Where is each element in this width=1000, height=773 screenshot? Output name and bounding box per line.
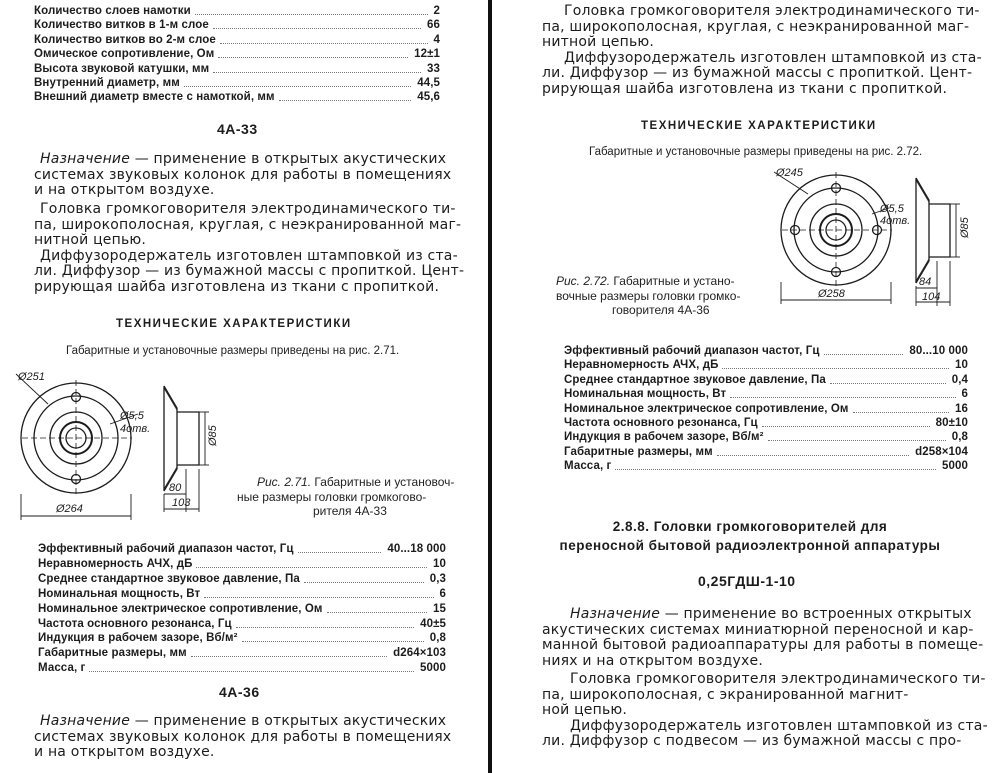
spec-row	[0, 573, 470, 586]
model-title-4a33: 4А-33	[217, 121, 258, 137]
purpose-paragraph	[542, 606, 984, 669]
purpose-line: — применение во встроенных открытых	[660, 606, 972, 622]
spec-row	[492, 374, 992, 387]
caption-line: говорителя 4А-36	[612, 303, 710, 317]
spec-row	[0, 632, 470, 645]
spec-leader-dots	[279, 91, 411, 101]
desc-line: Диффузородержатель изготовлен штамповкой из ста-	[40, 247, 458, 264]
depth-outer-label: 104	[922, 291, 941, 303]
desc-line: Головка громкоговорителя электродинамического ти-	[570, 671, 986, 687]
dimensions-note: Габаритные и установочные размеры приведены на рис. 2.71.	[66, 345, 400, 357]
purpose-line: — применение в открытых акустических	[130, 151, 447, 167]
spec-row	[492, 417, 992, 430]
spec-row	[0, 647, 470, 660]
desc-line: ной цепью.	[542, 702, 628, 719]
spec-row	[0, 63, 470, 76]
intro-line: рирующая шайба изготовлена из ткани с пропиткой.	[542, 80, 948, 97]
outer-diameter-label: Ø251	[18, 371, 45, 383]
figure-2-71-drawing	[14, 366, 234, 526]
spec-label: Омическое сопротивление, Ом	[34, 48, 215, 61]
section-heading-line: переносной бытовой радиоэлектронной аппаратуры	[559, 538, 941, 553]
spec-value: 80±10	[935, 417, 968, 429]
section-heading	[540, 517, 960, 555]
spec-label: Габаритные размеры, мм	[38, 647, 187, 660]
spec-label: Индукция в рабочем зазоре, Вб/м²	[38, 632, 238, 645]
spec-row	[0, 662, 470, 675]
spec-label: Габаритные размеры, мм	[564, 445, 713, 458]
spec-leader-dots	[853, 403, 949, 413]
depth-inner-label: 80	[169, 482, 182, 494]
description-paragraph	[542, 671, 988, 750]
spec-label: Номинальная мощность, Вт	[564, 388, 727, 401]
spec-label: Среднее стандартное звуковое давление, Па	[38, 572, 300, 585]
spec-value: 16	[955, 402, 968, 415]
caption-prefix: Рис. 2.71.	[257, 475, 312, 489]
spec-label: Неравномерность АЧХ, дБ	[38, 557, 193, 570]
spec-row	[0, 588, 470, 601]
desc-line: па, широкополосная, с экранированной магнит-	[542, 686, 909, 703]
spec-leader-dots	[236, 618, 414, 628]
purpose-line: — применение в открытых акустических	[130, 713, 447, 729]
spec-value: 2	[433, 5, 440, 17]
intro-line: нитной цепью.	[542, 34, 655, 51]
tech-heading: ТЕХНИЧЕСКИЕ ХАРАКТЕРИСТИКИ	[116, 318, 352, 330]
hole-diameter-label: Ø5,5	[120, 410, 144, 422]
intro-line: па, широкополосная, круглая, с неэкранированной маг-	[542, 18, 970, 35]
spec-label: Номинальная мощность, Вт	[38, 587, 201, 600]
side-frame-outline	[164, 386, 177, 491]
spec-value: 12±1	[414, 48, 440, 61]
spec-value: 80...10 000	[909, 345, 968, 357]
spec-row	[0, 77, 470, 90]
spec-value: 5000	[420, 662, 446, 675]
spec-label: Количество слоев намотки	[34, 5, 191, 17]
spec-row	[0, 543, 470, 556]
model-title-0-25gdsh: 0,25ГДШ-1-10	[698, 573, 796, 589]
desc-line: ли. Диффузор — из бумажной массы с пропиткой. Цент-	[34, 263, 465, 280]
figure-2-72-drawing	[754, 164, 974, 324]
description-paragraph	[34, 201, 465, 296]
spec-label: Неравномерность АЧХ, дБ	[564, 359, 719, 372]
tech-heading: ТЕХНИЧЕСКИЕ ХАРАКТЕРИСТИКИ	[641, 120, 877, 132]
spec-value: 15	[433, 602, 446, 615]
caption-line: вочные размеры головки громко-	[556, 288, 741, 303]
purpose-label: Назначение	[40, 713, 131, 729]
spec-value: 40±5	[420, 617, 446, 630]
spec-value: 44,5	[417, 77, 440, 89]
spec-leader-dots	[830, 374, 946, 384]
spec-value: 0,3	[429, 572, 446, 585]
spec-label: Высота звуковой катушки, мм	[34, 62, 210, 75]
desc-line: рирующая шайба изготовлена из ткани с пропиткой.	[34, 278, 440, 295]
spec-leader-dots	[204, 588, 434, 598]
spec-value: 6	[439, 587, 446, 600]
intro-line: Диффузородержатель изготовлен штамповкой из ста-	[564, 49, 982, 66]
intro-paragraph	[542, 3, 982, 98]
right-page	[492, 0, 1000, 773]
spec-row	[0, 558, 470, 571]
caption-line: рителя 4А-33	[313, 504, 387, 518]
spec-label: Эффективный рабочий диапазон частот, Гц	[38, 543, 294, 555]
spec-leader-dots	[242, 632, 424, 642]
left-page	[0, 0, 488, 773]
purpose-paragraph-4a36	[34, 713, 452, 761]
figure-2-72-caption	[556, 274, 740, 318]
spec-leader-dots	[213, 63, 421, 73]
purpose-line: и на открытом воздухе.	[34, 744, 215, 761]
spec-leader-dots	[220, 34, 428, 44]
spec-leader-dots	[762, 417, 930, 427]
outer-diameter-label: Ø245	[776, 167, 803, 179]
spec-row	[0, 48, 470, 61]
spec-leader-dots	[327, 603, 427, 613]
spec-label: Номинальное электрическое сопротивление, Ом	[564, 402, 849, 415]
spec-row	[492, 345, 992, 358]
dimensions-note: Габаритные и установочные размеры приведены на рис. 2.72.	[589, 146, 923, 158]
spec-value: 10	[433, 557, 446, 570]
depth-outer-label: 103	[172, 497, 191, 509]
spec-value: 10	[955, 359, 968, 372]
spec-value: 45,6	[417, 91, 440, 104]
purpose-line: ниях и на открытом воздухе.	[542, 652, 763, 669]
caption-prefix: Рис. 2.72.	[556, 274, 611, 288]
magnet-diameter-label: Ø85	[959, 217, 971, 238]
spec-label: Частота основного резонанса, Гц	[564, 417, 758, 429]
spec-row	[492, 431, 992, 444]
spec-value: 0,8	[951, 431, 968, 444]
spec-value: 40...18 000	[387, 543, 446, 555]
spec-value: 4	[433, 33, 440, 46]
spec-leader-dots	[615, 460, 936, 470]
spec-label: Частота основного резонанса, Гц	[38, 617, 232, 630]
spec-row	[492, 403, 992, 416]
side-magnet-outline	[929, 204, 950, 257]
spec-label: Эффективный рабочий диапазон частот, Гц	[564, 345, 820, 357]
spec-row	[0, 34, 470, 47]
spec-value: d264×103	[393, 647, 446, 660]
spec-value: d258×104	[915, 445, 968, 458]
spec-value: 5000	[942, 460, 968, 473]
desc-line: Диффузородержатель изготовлен штамповкой из ста-	[570, 717, 988, 734]
purpose-paragraph	[34, 151, 452, 199]
magnet-diameter-label: Ø85	[207, 425, 219, 446]
spec-label: Внутренний диаметр, мм	[34, 77, 180, 89]
spec-label: Масса, г	[564, 460, 612, 473]
spec-value: 6	[961, 388, 968, 401]
figure-2-71-caption	[237, 475, 455, 519]
desc-line: ли. Диффузор с подвесом — из бумажной массы с про-	[542, 733, 962, 750]
intro-line: ли. Диффузор — из бумажной массы с пропиткой. Цент-	[542, 65, 973, 82]
caption-line: ные размеры головки громкогово-	[237, 489, 427, 504]
model-title-4a36: 4А-36	[219, 684, 260, 700]
side-magnet-outline	[177, 412, 199, 465]
spec-row	[492, 460, 992, 473]
spec-leader-dots	[730, 388, 956, 398]
caption-line: Габаритные и установоч-	[311, 475, 455, 489]
spec-leader-dots	[89, 662, 414, 672]
holes-count-label: 4отв.	[120, 423, 151, 435]
spec-leader-dots	[191, 647, 387, 657]
spec-value: 0,4	[951, 373, 968, 386]
desc-line: нитной цепью.	[34, 232, 147, 249]
caption-line: Габаритные и устано-	[610, 274, 735, 288]
spec-leader-dots	[824, 345, 903, 355]
spec-leader-dots	[304, 573, 424, 583]
spec-label: Номинальное электрическое сопротивление, Ом	[38, 602, 323, 615]
desc-line: па, широкополосная, круглая, с неэкранированной маг-	[34, 216, 462, 233]
spec-leader-dots	[196, 558, 427, 568]
spec-row	[492, 388, 992, 401]
purpose-line: и на открытом воздухе.	[34, 182, 215, 199]
purpose-line: манной бытовой радиоаппаратуры для работы в помеще-	[542, 637, 984, 654]
spec-label: Внешний диаметр вместе с намоткой, мм	[34, 91, 275, 104]
spec-row	[0, 618, 470, 631]
spec-leader-dots	[722, 359, 949, 369]
side-frame-outline	[916, 178, 929, 283]
section-heading-line: 2.8.8. Головки громкоговорителей для	[612, 519, 888, 534]
hole-diameter-label: Ø5,5	[880, 203, 904, 215]
spec-row	[0, 5, 470, 18]
spec-label: Количество витков во 2-м слое	[34, 33, 216, 46]
spec-label: Масса, г	[38, 662, 86, 675]
spec-leader-dots	[768, 431, 946, 441]
spec-leader-dots	[218, 48, 408, 58]
purpose-line: системах звуковых колонок для работы в помещениях	[34, 166, 452, 183]
purpose-line: акустических системах миниатюрной переносной и кар-	[542, 621, 974, 638]
spec-label: Индукция в рабочем зазоре, Вб/м²	[564, 431, 764, 444]
spec-leader-dots	[184, 77, 411, 87]
depth-inner-label: 84	[919, 276, 932, 288]
spec-label: Среднее стандартное звуковое давление, Па	[564, 373, 826, 386]
spec-row	[0, 603, 470, 616]
spec-leader-dots	[195, 5, 428, 15]
spec-row	[0, 19, 470, 32]
desc-line: Головка громкоговорителя электродинамического ти-	[40, 201, 456, 217]
spec-row	[0, 91, 470, 104]
spec-label: Количество витков в 1-м слое	[34, 19, 209, 32]
spec-leader-dots	[298, 543, 381, 553]
purpose-line: системах звуковых колонок для работы в помещениях	[34, 728, 452, 745]
spec-leader-dots	[213, 19, 421, 29]
spec-row	[492, 446, 992, 459]
purpose-label: Назначение	[570, 606, 661, 622]
spec-value: 33	[427, 62, 440, 75]
spec-leader-dots	[717, 446, 909, 456]
purpose-label: Назначение	[40, 151, 131, 167]
holes-count-label: 4отв.	[880, 215, 911, 227]
spec-row	[492, 359, 992, 372]
mount-diameter-label: Ø258	[818, 288, 845, 300]
spec-value: 66	[427, 19, 440, 32]
intro-line: Головка громкоговорителя электродинамического ти-	[564, 3, 980, 19]
spec-value: 0,8	[429, 632, 446, 645]
mount-diameter-label: Ø264	[56, 503, 83, 515]
